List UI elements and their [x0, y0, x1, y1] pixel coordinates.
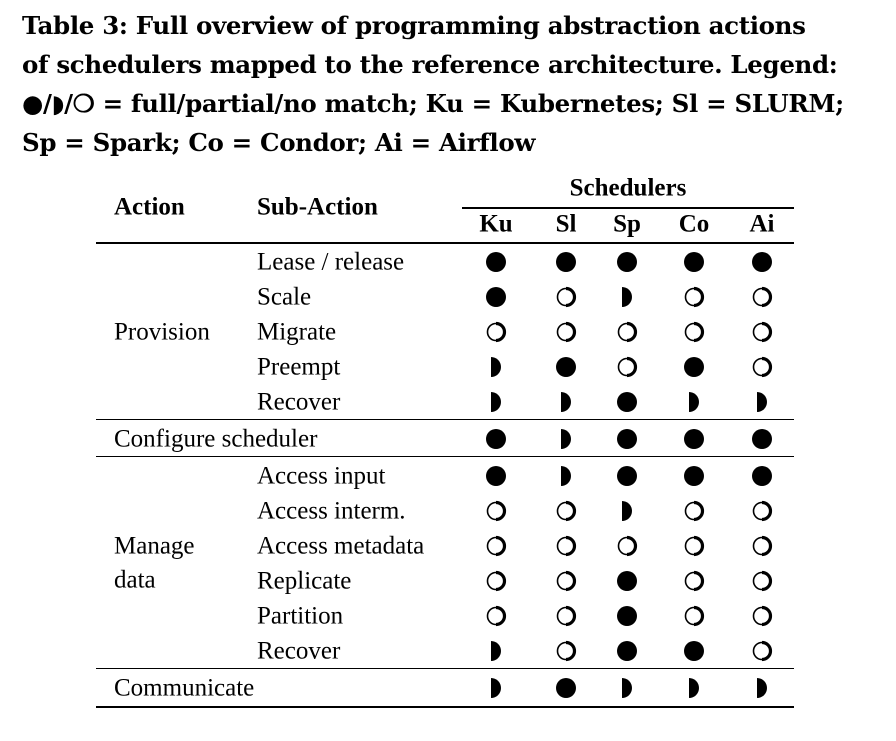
sub-action-label: Replicate: [257, 567, 352, 594]
full-match-icon: [554, 355, 578, 379]
action-label: Communicate: [114, 674, 255, 701]
none-match-icon: [682, 499, 706, 523]
full-match-icon: [750, 464, 774, 488]
none-match-icon: [682, 534, 706, 558]
partial-match-icon: [682, 390, 706, 414]
none-match-icon: [484, 604, 508, 628]
partial-match-icon: [484, 676, 508, 700]
partial-match-icon: [615, 285, 639, 309]
sub-action-label: Migrate: [257, 318, 337, 345]
partial-match-icon: [615, 499, 639, 523]
none-match-icon: [682, 320, 706, 344]
none-match-icon: [682, 604, 706, 628]
none-match-icon: [750, 499, 774, 523]
none-match-icon: [615, 534, 639, 558]
header-action: Action: [114, 193, 185, 221]
action-label: Provision: [114, 318, 210, 345]
group-divider-rule: [96, 456, 794, 457]
none-match-icon: [554, 320, 578, 344]
header-scheduler-ai: Ai: [749, 210, 775, 238]
none-match-icon: [484, 499, 508, 523]
full-match-icon: [615, 464, 639, 488]
none-match-icon: [484, 320, 508, 344]
full-match-icon: [484, 427, 508, 451]
action-label: Configure scheduler: [114, 425, 318, 452]
sub-action-label: Preempt: [257, 353, 341, 380]
none-match-icon: [750, 355, 774, 379]
partial-match-icon: [750, 390, 774, 414]
header-bottom-rule: [96, 242, 794, 244]
none-match-icon: [682, 569, 706, 593]
caption-line-1: Table 3: Full overview of programming abstraction actions: [22, 11, 806, 40]
caption-line-2: of schedulers mapped to the reference architecture. Legend:: [22, 50, 838, 79]
sub-action-label: Lease / release: [257, 248, 405, 275]
partial-match-icon: [682, 676, 706, 700]
group-divider-rule: [96, 419, 794, 420]
action-label: Manage: [114, 532, 195, 560]
partial-match-icon: [554, 390, 578, 414]
none-match-icon: [554, 639, 578, 663]
none-match-icon: [750, 569, 774, 593]
partial-match-icon: [484, 390, 508, 414]
full-match-icon: [615, 639, 639, 663]
full-match-icon: [615, 390, 639, 414]
none-match-icon: [750, 534, 774, 558]
sub-action-label: Scale: [257, 283, 312, 310]
full-match-icon: [682, 355, 706, 379]
sub-action-label: Access interm.: [257, 497, 406, 524]
header-schedulers: Schedulers: [569, 174, 687, 202]
sub-action-label: Recover: [257, 637, 341, 664]
none-match-icon: [750, 320, 774, 344]
partial-match-icon: [554, 464, 578, 488]
full-match-icon: [615, 569, 639, 593]
partial-match-icon: [750, 676, 774, 700]
action-label: data: [114, 566, 156, 594]
none-match-icon: [615, 320, 639, 344]
none-match-icon: [554, 604, 578, 628]
table-bottom-rule: [96, 706, 794, 708]
none-match-icon: [484, 534, 508, 558]
header-scheduler-sp: Sp: [613, 210, 641, 238]
none-match-icon: [750, 285, 774, 309]
group-divider-rule: [96, 668, 794, 669]
none-match-icon: [554, 285, 578, 309]
full-match-icon: [750, 427, 774, 451]
sub-action-label: Access input: [257, 462, 386, 489]
partial-match-icon: [484, 639, 508, 663]
full-match-icon: [554, 676, 578, 700]
full-match-icon: [682, 639, 706, 663]
full-match-icon: [484, 250, 508, 274]
header-sub-action: Sub-Action: [257, 193, 378, 221]
full-match-icon: [750, 250, 774, 274]
caption-line-3: ●/◗/❍ = full/partial/no match; Ku = Kubernetes; Sl = SLURM;: [22, 89, 844, 118]
none-match-icon: [554, 499, 578, 523]
full-match-icon: [484, 285, 508, 309]
sub-action-label: Recover: [257, 388, 341, 415]
full-match-icon: [682, 464, 706, 488]
full-match-icon: [615, 604, 639, 628]
header-scheduler-ku: Ku: [479, 210, 513, 238]
none-match-icon: [484, 569, 508, 593]
header-group-rule: [462, 207, 794, 209]
partial-match-icon: [484, 355, 508, 379]
none-match-icon: [750, 639, 774, 663]
full-match-icon: [554, 250, 578, 274]
partial-match-icon: [554, 427, 578, 451]
caption-line-4: Sp = Spark; Co = Condor; Ai = Airflow: [22, 128, 536, 157]
sub-action-label: Partition: [257, 602, 344, 629]
none-match-icon: [682, 285, 706, 309]
sub-action-label: Access metadata: [257, 532, 425, 559]
full-match-icon: [682, 250, 706, 274]
full-match-icon: [615, 250, 639, 274]
none-match-icon: [615, 355, 639, 379]
header-scheduler-sl: Sl: [555, 210, 577, 238]
partial-match-icon: [615, 676, 639, 700]
full-match-icon: [682, 427, 706, 451]
none-match-icon: [750, 604, 774, 628]
header-scheduler-co: Co: [678, 210, 710, 238]
full-match-icon: [484, 464, 508, 488]
full-match-icon: [615, 427, 639, 451]
none-match-icon: [554, 569, 578, 593]
none-match-icon: [554, 534, 578, 558]
